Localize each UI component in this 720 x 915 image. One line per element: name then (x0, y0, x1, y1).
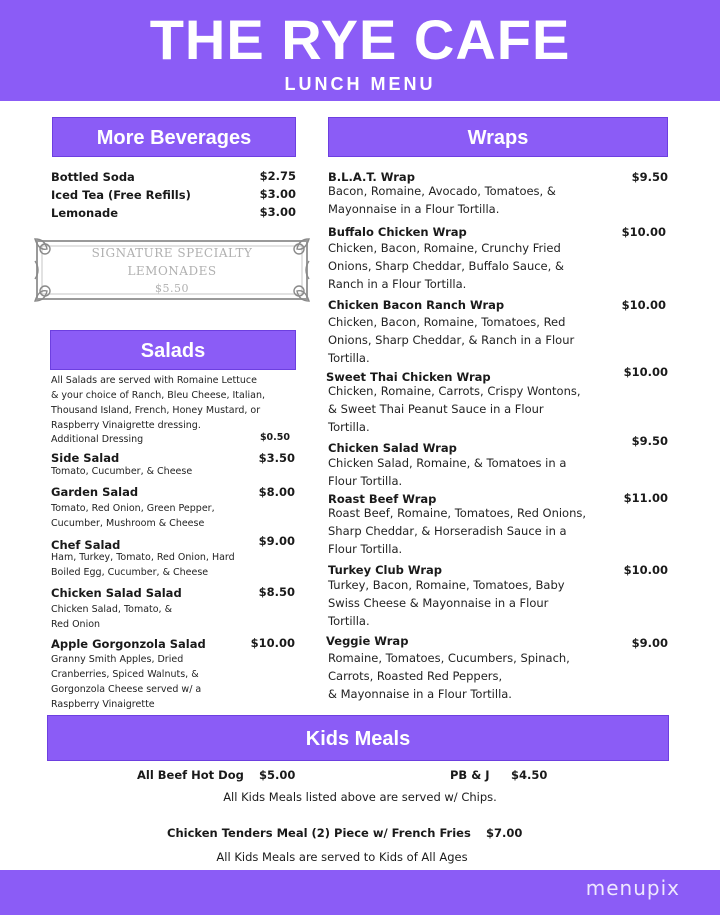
salad-desc: Gorgonzola Cheese served w/ a (51, 684, 202, 695)
wrap-price: $10.00 (621, 298, 666, 312)
salad-desc: Boiled Egg, Cucumber, & Cheese (51, 567, 209, 578)
wrap-desc: Sharp Cheddar, & Horseradish Sauce in a (328, 524, 567, 538)
salad-desc: Tomato, Cucumber, & Cheese (51, 466, 193, 477)
wrap-desc: Romaine, Tomatoes, Cucumbers, Spinach, (328, 651, 570, 665)
wrap-desc: Flour Tortilla. (328, 542, 403, 556)
wrap-desc: Roast Beef, Romaine, Tomatoes, Red Onions, (328, 506, 587, 520)
wrap-desc: Tortilla. (328, 420, 370, 434)
kids-tenders-name: Chicken Tenders Meal (2) Piece w/ French Fries (167, 826, 471, 840)
menupix-watermark: menupix (585, 876, 680, 900)
wrap-desc: Onions, Sharp Cheddar, Buffalo Sauce, & (328, 259, 564, 273)
wrap-price: $9.50 (631, 170, 668, 184)
wrap-desc: Tortilla. (328, 614, 370, 628)
wrap-price: $11.00 (623, 491, 668, 505)
cafe-title: THE RYE CAFE (149, 8, 571, 71)
beverage-name: Lemonade (51, 206, 118, 220)
beverage-price: $3.00 (259, 205, 296, 219)
wrap-desc: Ranch in a Flour Tortilla. (328, 277, 467, 291)
salad-desc: Cranberries, Spiced Walnuts, & (51, 669, 199, 680)
wrap-price: $10.00 (621, 225, 666, 239)
salads-intro: Thousand Island, French, Honey Mustard, or (51, 405, 261, 416)
salad-name: Chicken Salad Salad (51, 586, 182, 600)
wrap-desc: Chicken, Bacon, Romaine, Crunchy Fried (328, 241, 561, 255)
wrap-desc: Chicken, Romaine, Carrots, Crispy Wontons, (328, 384, 581, 398)
kids-meals-heading: Kids Meals (47, 715, 669, 761)
wrap-desc: Swiss Cheese & Mayonnaise in a Flour (328, 596, 549, 610)
kids-age-note: All Kids Meals are served to Kids of All Ages (216, 850, 468, 864)
beverage-name: Iced Tea (Free Refills) (51, 188, 191, 202)
salad-desc: Raspberry Vinaigrette (51, 699, 155, 710)
salad-desc: Chicken Salad, Tomato, & (51, 604, 173, 615)
wrap-desc: Carrots, Roasted Red Peppers, (328, 669, 503, 683)
salads-intro: Raspberry Vinaigrette dressing. (51, 420, 201, 431)
wrap-desc: Chicken, Bacon, Romaine, Tomatoes, Red (328, 315, 566, 329)
wrap-desc: & Sweet Thai Peanut Sauce in a Flour (328, 402, 544, 416)
wrap-price: $9.00 (631, 636, 668, 650)
wrap-name: Sweet Thai Chicken Wrap (326, 370, 491, 384)
wraps-heading: Wraps (328, 117, 668, 157)
wrap-price: $9.50 (631, 434, 668, 448)
beverages-heading: More Beverages (52, 117, 296, 157)
wrap-desc: Bacon, Romaine, Avocado, Tomatoes, & (328, 184, 556, 198)
menu-header (0, 0, 720, 101)
wrap-name: Roast Beef Wrap (328, 492, 437, 506)
kids-tenders-price: $7.00 (486, 826, 523, 840)
menu-subtitle: LUNCH MENU (284, 74, 436, 94)
salad-price: $8.00 (258, 485, 295, 499)
wrap-desc: Flour Tortilla. (328, 474, 403, 488)
beverage-name: Bottled Soda (51, 170, 135, 184)
wrap-price: $10.00 (623, 563, 668, 577)
wrap-name: Buffalo Chicken Wrap (328, 225, 467, 239)
salad-desc: Ham, Turkey, Tomato, Red Onion, Hard (51, 552, 235, 563)
salads-intro: All Salads are served with Romaine Lettuce (51, 375, 257, 386)
salad-price: $9.00 (258, 534, 295, 548)
signature-line1: SIGNATURE SPECIALTY (91, 246, 253, 260)
kids-hotdog-name: All Beef Hot Dog (137, 768, 244, 782)
wrap-name: Chicken Bacon Ranch Wrap (328, 298, 505, 312)
salad-name: Apple Gorgonzola Salad (51, 637, 206, 651)
wrap-name: Chicken Salad Wrap (328, 441, 457, 455)
wrap-desc: Tortilla. (328, 351, 370, 365)
wrap-desc: Mayonnaise in a Flour Tortilla. (328, 202, 500, 216)
salad-price: $3.50 (258, 451, 295, 465)
beverage-price: $2.75 (259, 169, 296, 183)
kids-hotdog-price: $5.00 (259, 768, 296, 782)
salad-name: Garden Salad (51, 485, 139, 499)
salad-desc: Granny Smith Apples, Dried (51, 654, 184, 665)
beverage-price: $3.00 (259, 187, 296, 201)
kids-pbj-price: $4.50 (511, 768, 548, 782)
wrap-desc: Chicken Salad, Romaine, & Tomatoes in a (328, 456, 567, 470)
wrap-name: Veggie Wrap (326, 634, 409, 648)
salad-desc: Red Onion (51, 619, 101, 630)
signature-line2: LEMONADES (127, 264, 217, 278)
salad-name: Side Salad (51, 451, 120, 465)
wrap-price: $10.00 (623, 365, 668, 379)
signature-price: $5.50 (155, 282, 189, 295)
salad-price: $10.00 (250, 636, 295, 650)
salad-price: $8.50 (258, 585, 295, 599)
salad-desc: Cucumber, Mushroom & Cheese (51, 518, 205, 529)
salad-desc: Tomato, Red Onion, Green Pepper, (51, 503, 215, 514)
kids-pbj-name: PB & J (450, 768, 490, 782)
wrap-desc: Onions, Sharp Cheddar, & Ranch in a Flour (328, 333, 575, 347)
signature-lemonade-box (33, 237, 311, 303)
additional-dressing-price: $0.50 (259, 432, 290, 443)
wrap-name: Turkey Club Wrap (328, 563, 443, 577)
salads-intro: & your choice of Ranch, Bleu Cheese, Italian, (51, 390, 265, 401)
salads-heading: Salads (50, 330, 296, 370)
wrap-desc: Turkey, Bacon, Romaine, Tomatoes, Baby (328, 578, 565, 592)
wrap-desc: & Mayonnaise in a Flour Tortilla. (328, 687, 512, 701)
kids-chips-note: All Kids Meals listed above are served w/ Chips. (223, 790, 497, 804)
additional-dressing-label: Additional Dressing (51, 434, 144, 445)
salad-name: Chef Salad (51, 538, 121, 552)
wrap-name: B.L.A.T. Wrap (328, 170, 415, 184)
